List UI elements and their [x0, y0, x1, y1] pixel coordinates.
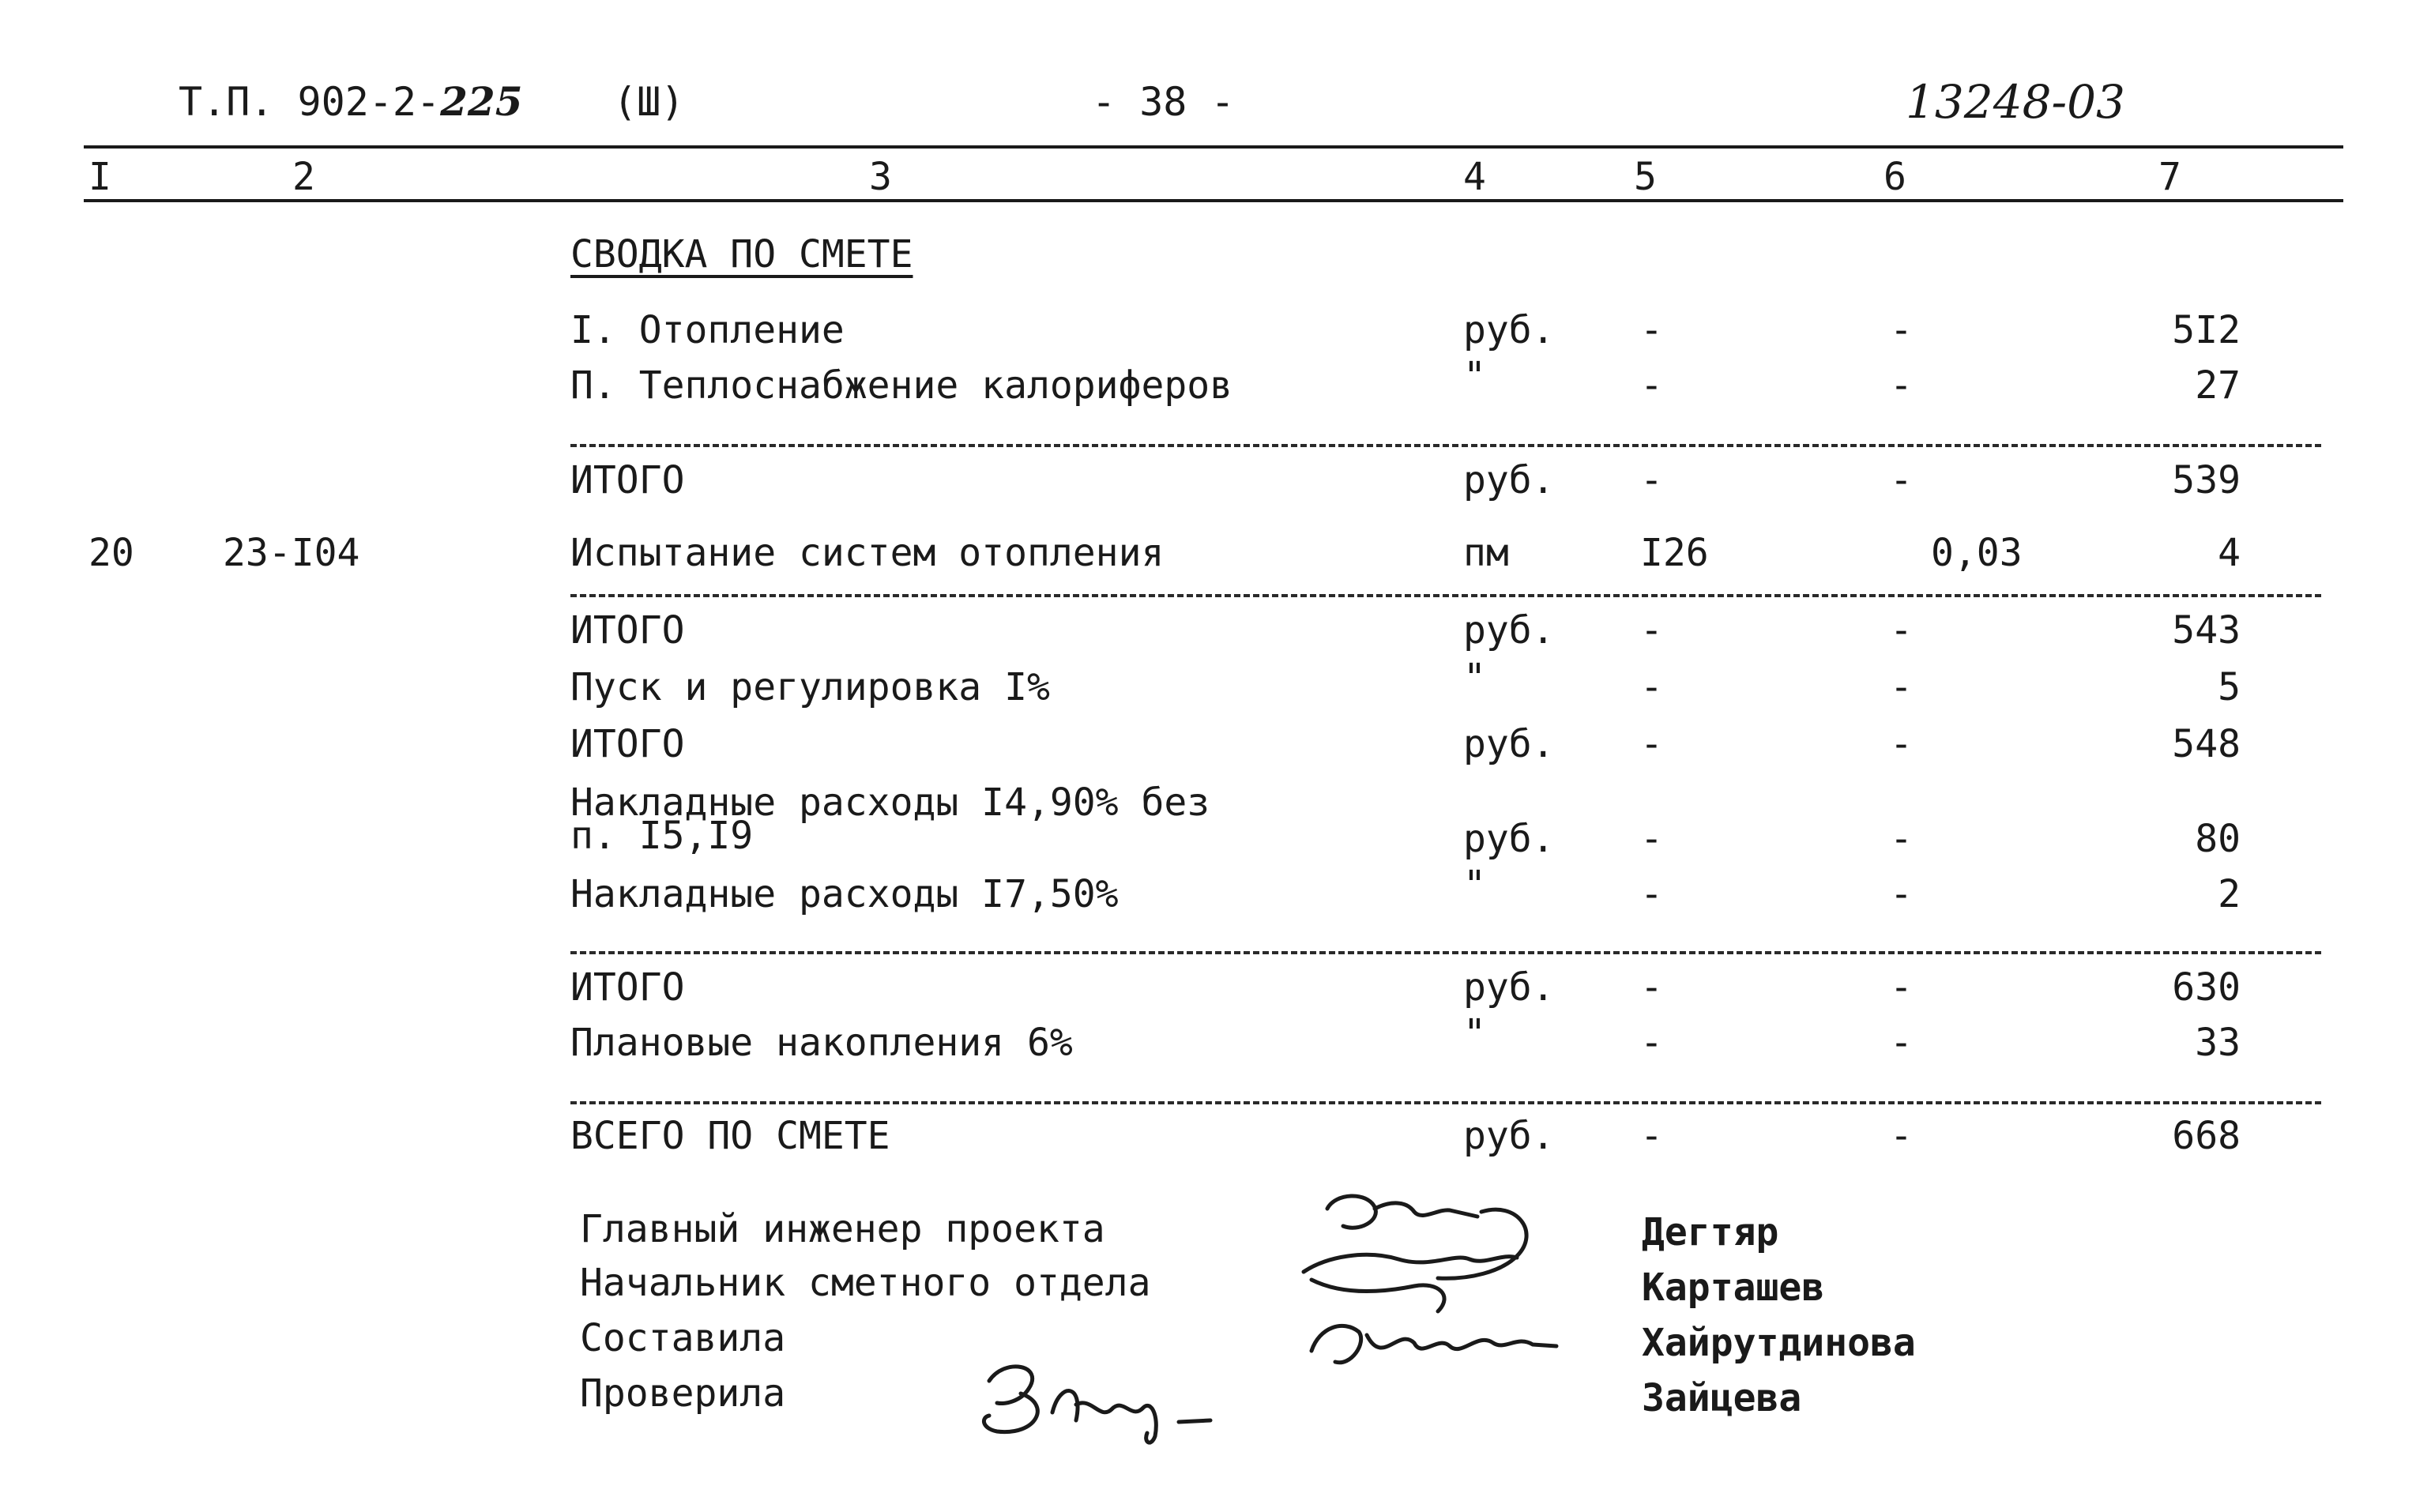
row-c5: - [1640, 817, 1663, 861]
dashed-separator [570, 444, 2321, 447]
doc-section: (Ш) [613, 79, 685, 125]
row-c5: - [1640, 363, 1663, 408]
header-rule-top [84, 145, 2343, 149]
signature-scribble [973, 1349, 1242, 1452]
row-name: Накладные расходы I7,50% [570, 872, 1119, 916]
signature-role: Главный инженер проекта [580, 1207, 1105, 1251]
row-unit: " [1463, 863, 1486, 907]
row-c5: - [1640, 722, 1663, 766]
row-unit: руб. [1463, 458, 1555, 502]
sheet-number: 13248-03 [1906, 75, 2125, 129]
row-amount: 27 [2195, 363, 2241, 408]
row-c6: - [1890, 1021, 1913, 1065]
row-c6: - [1890, 458, 1913, 502]
row-amount: 630 [2172, 965, 2241, 1010]
row-c5: - [1640, 1021, 1663, 1065]
signature-name: Хайрутдинова [1642, 1321, 1916, 1365]
row-c5: - [1640, 308, 1663, 352]
row-name: ВСЕГО ПО СМЕТЕ [570, 1114, 890, 1158]
row-c5: - [1640, 872, 1663, 916]
col-4-header: 4 [1463, 155, 1486, 199]
row-c5: - [1640, 458, 1663, 502]
signature-role: Проверила [580, 1371, 786, 1416]
row-c5: I26 [1640, 531, 1709, 575]
row-c6: - [1890, 872, 1913, 916]
row-c5: - [1640, 965, 1663, 1010]
row-c6: - [1890, 1114, 1913, 1158]
dashed-separator [570, 594, 2321, 597]
row-name: I. Отопление [570, 308, 845, 352]
row-c6: - [1890, 965, 1913, 1010]
row-c5: - [1640, 608, 1663, 653]
col-6-header: 6 [1884, 155, 1906, 199]
row-amount: 4 [2218, 531, 2241, 575]
signature-scribble [1280, 1177, 1564, 1398]
row-name: ИТОГО [570, 608, 685, 653]
row-name: Пуск и регулировка I% [570, 665, 1050, 709]
row-c6: - [1890, 363, 1913, 408]
section-title: СВОДКА ПО СМЕТЕ [570, 232, 913, 276]
row-name: ИТОГО [570, 458, 685, 502]
dashed-separator [570, 951, 2321, 954]
row-name: ИТОГО [570, 965, 685, 1010]
row-amount: 5I2 [2172, 308, 2241, 352]
col-7-header: 7 [2158, 155, 2181, 199]
row-c6: - [1890, 608, 1913, 653]
col-2-header: 2 [292, 155, 315, 199]
row-c5: - [1640, 1114, 1663, 1158]
row-amount: 668 [2172, 1114, 2241, 1158]
row-code: 23-I04 [223, 531, 360, 575]
row-c6: - [1890, 308, 1913, 352]
signature-name: Зайцева [1642, 1376, 1802, 1420]
row-name: Плановые накопления 6% [570, 1021, 1073, 1065]
row-unit: руб. [1463, 1114, 1555, 1158]
row-c5: - [1640, 665, 1663, 709]
doc-code-number: 225 [440, 78, 523, 125]
dashed-separator [570, 1101, 2321, 1104]
row-amount: 543 [2172, 608, 2241, 653]
row-c6: - [1890, 722, 1913, 766]
row-c6: - [1890, 665, 1913, 709]
row-amount: 5 [2218, 665, 2241, 709]
row-name: ИТОГО [570, 722, 685, 766]
doc-code [179, 78, 523, 125]
row-unit: руб. [1463, 608, 1555, 653]
signature-name: Дегтяр [1642, 1210, 1779, 1254]
row-amount: 548 [2172, 722, 2241, 766]
row-amount: 2 [2218, 872, 2241, 916]
row-name-continued: п. I5,I9 [570, 814, 754, 858]
col-5-header: 5 [1634, 155, 1657, 199]
row-unit: пм [1463, 531, 1509, 575]
row-unit: руб. [1463, 817, 1555, 861]
row-name: Накладные расходы I4,90% без [570, 780, 1210, 825]
row-name: Испытание систем отопления [570, 531, 1165, 575]
row-c6: 0,03 [1931, 531, 2023, 575]
signature-name: Карташев [1642, 1266, 1825, 1310]
row-name: П. Теплоснабжение калориферов [570, 363, 1233, 408]
row-unit: руб. [1463, 965, 1555, 1010]
row-amount: 80 [2195, 817, 2241, 861]
page-number: - 38 - [1092, 79, 1235, 125]
row-unit: " [1463, 354, 1486, 398]
signature-role: Составила [580, 1316, 786, 1360]
row-c6: - [1890, 817, 1913, 861]
row-number: 20 [88, 531, 134, 575]
col-3-header: 3 [869, 155, 892, 199]
row-amount: 33 [2195, 1021, 2241, 1065]
doc-code-prefix: Т.П. 902-2- [179, 79, 441, 125]
row-unit: " [1463, 656, 1486, 700]
row-unit: руб. [1463, 722, 1555, 766]
row-unit: " [1463, 1011, 1486, 1055]
header-rule-bottom [84, 199, 2343, 202]
row-unit: руб. [1463, 308, 1555, 352]
col-1-header: I [88, 155, 111, 199]
row-amount: 539 [2172, 458, 2241, 502]
signature-role: Начальник сметного отдела [580, 1261, 1151, 1305]
